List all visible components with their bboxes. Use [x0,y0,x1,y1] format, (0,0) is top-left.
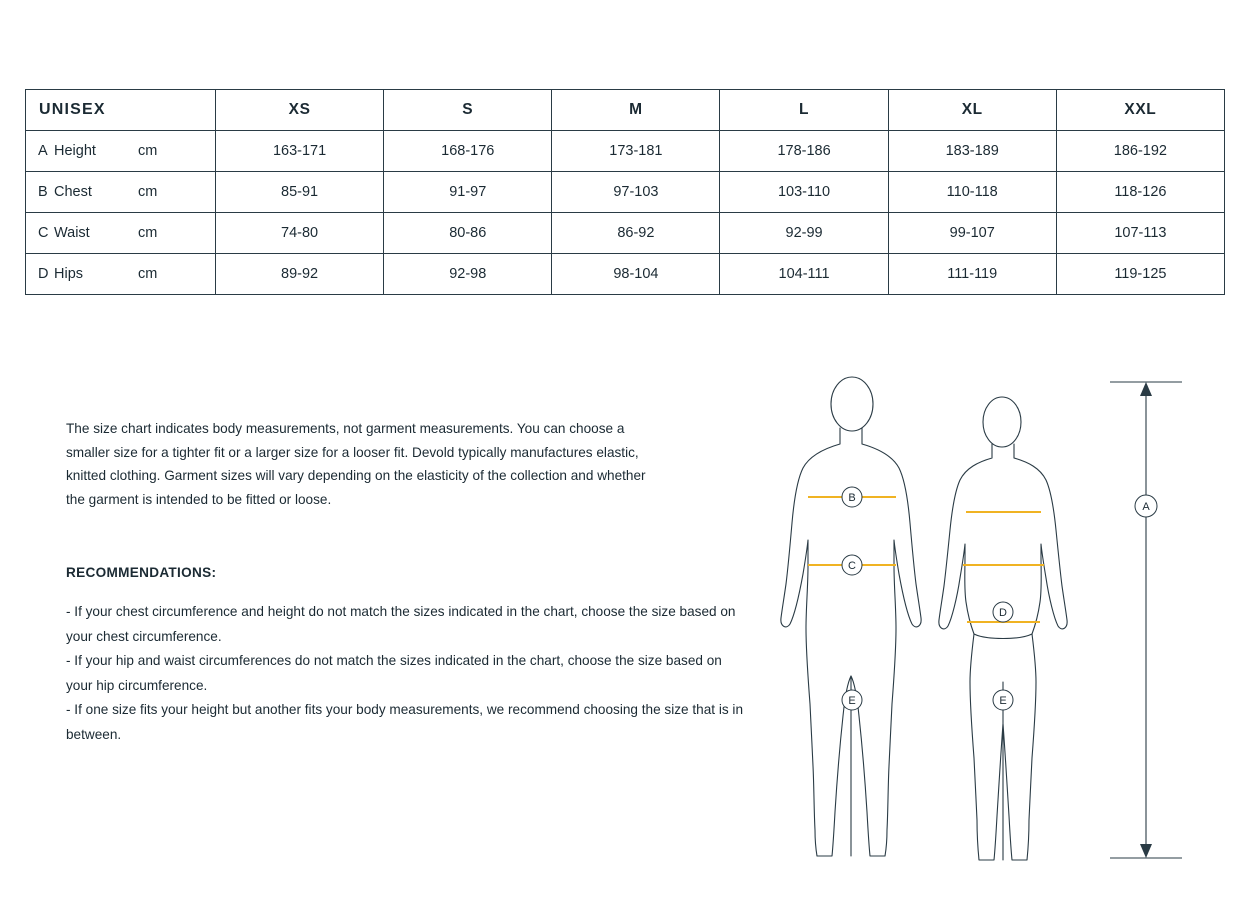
row-key-b: B [38,184,48,200]
row-key-d: D [38,266,49,282]
row-label-height [26,131,216,172]
row-key-a: A [38,143,48,159]
table-column-s: S [384,90,552,131]
figures-svg [770,360,1210,880]
cell-chest-m: 97-103 [552,172,720,213]
cell-chest-xxl: 118-126 [1056,172,1224,213]
table-column-l: L [720,90,888,131]
table-header-row [26,90,1225,131]
table-column-xl: XL [888,90,1056,131]
badge-waist-label: C [848,560,856,572]
row-unit-chest: cm [138,184,158,200]
cell-hips-xl: 111-119 [888,254,1056,295]
table-column-xxl: XXL [1056,90,1224,131]
recommendation-item-1: - If your chest circumference and height do not match the sizes indicated in the chart, choose the size based on your chest circumference. [66,604,736,644]
badge-hips-label: D [999,607,1007,619]
cell-waist-s: 80-86 [384,213,552,254]
height-measure-arrow [1110,382,1182,858]
cell-waist-l: 92-99 [720,213,888,254]
cell-hips-xxl: 119-125 [1056,254,1224,295]
badge-inseam-right-label: E [999,695,1007,707]
row-name-height: Height [54,143,96,159]
cell-height-l: 178-186 [720,131,888,172]
female-figure-icon [939,397,1067,860]
cell-hips-s: 92-98 [384,254,552,295]
row-unit-waist: cm [138,225,158,241]
row-unit-hips: cm [138,266,158,282]
table-corner-label: UNISEX [26,90,216,131]
table-column-m: M [552,90,720,131]
cell-chest-xs: 85-91 [216,172,384,213]
cell-hips-l: 104-111 [720,254,888,295]
row-name-waist: Waist [54,225,90,241]
cell-waist-xxl: 107-113 [1056,213,1224,254]
size-chart-table [25,89,1225,295]
row-name-chest: Chest [54,184,92,200]
cell-hips-xs: 89-92 [216,254,384,295]
table-row [26,254,1225,295]
row-label-hips [26,254,216,295]
badge-inseam-left-e [842,690,862,710]
intro-paragraph: The size chart indicates body measurements, not garment measurements. You can choose a smaller size for a tighter fit or a larger size for a looser fit. Devold typically manufactures elastic, knitted clothing. Garment sizes will vary depending on the elasticity of the collection and whether the garment is intended to be fitted or loose. [66,421,646,507]
row-key-c: C [38,225,49,241]
recommendation-item-2: - If your hip and waist circumferences do not match the sizes indicated in the chart, choose the size based on your hip circumference. [66,653,722,693]
badge-chest-label: B [848,492,856,504]
cell-chest-s: 91-97 [384,172,552,213]
badge-hips-d [993,602,1013,622]
row-label-waist [26,213,216,254]
body-measurement-diagram [770,360,1210,880]
table-row [26,172,1225,213]
row-label-chest [26,172,216,213]
recommendations-title: RECOMMENDATIONS: [66,565,217,580]
cell-height-xxl: 186-192 [1056,131,1224,172]
cell-chest-l: 103-110 [720,172,888,213]
badge-waist-c [842,555,862,575]
badge-inseam-left-label: E [848,695,856,707]
table-row [26,131,1225,172]
cell-height-m: 173-181 [552,131,720,172]
recommendations-list [66,600,746,748]
cell-waist-xl: 99-107 [888,213,1056,254]
row-name-hips: Hips [54,266,84,282]
cell-height-s: 168-176 [384,131,552,172]
table-column-xs: XS [216,90,384,131]
table-body [26,131,1225,295]
badge-chest-b [842,487,862,507]
row-unit-height: cm [138,143,158,159]
badge-inseam-right-e [993,690,1013,710]
male-figure-icon [781,377,921,856]
cell-waist-m: 86-92 [552,213,720,254]
cell-chest-xl: 110-118 [888,172,1056,213]
cell-waist-xs: 74-80 [216,213,384,254]
badge-height-a [1135,495,1157,517]
cell-hips-m: 98-104 [552,254,720,295]
cell-height-xs: 163-171 [216,131,384,172]
badge-height-label: A [1142,501,1150,513]
table-header [26,90,1225,131]
table-row [26,213,1225,254]
cell-height-xl: 183-189 [888,131,1056,172]
recommendation-item-3: - If one size fits your height but another fits your body measurements, we recommend choosing the size that is in between. [66,702,744,742]
